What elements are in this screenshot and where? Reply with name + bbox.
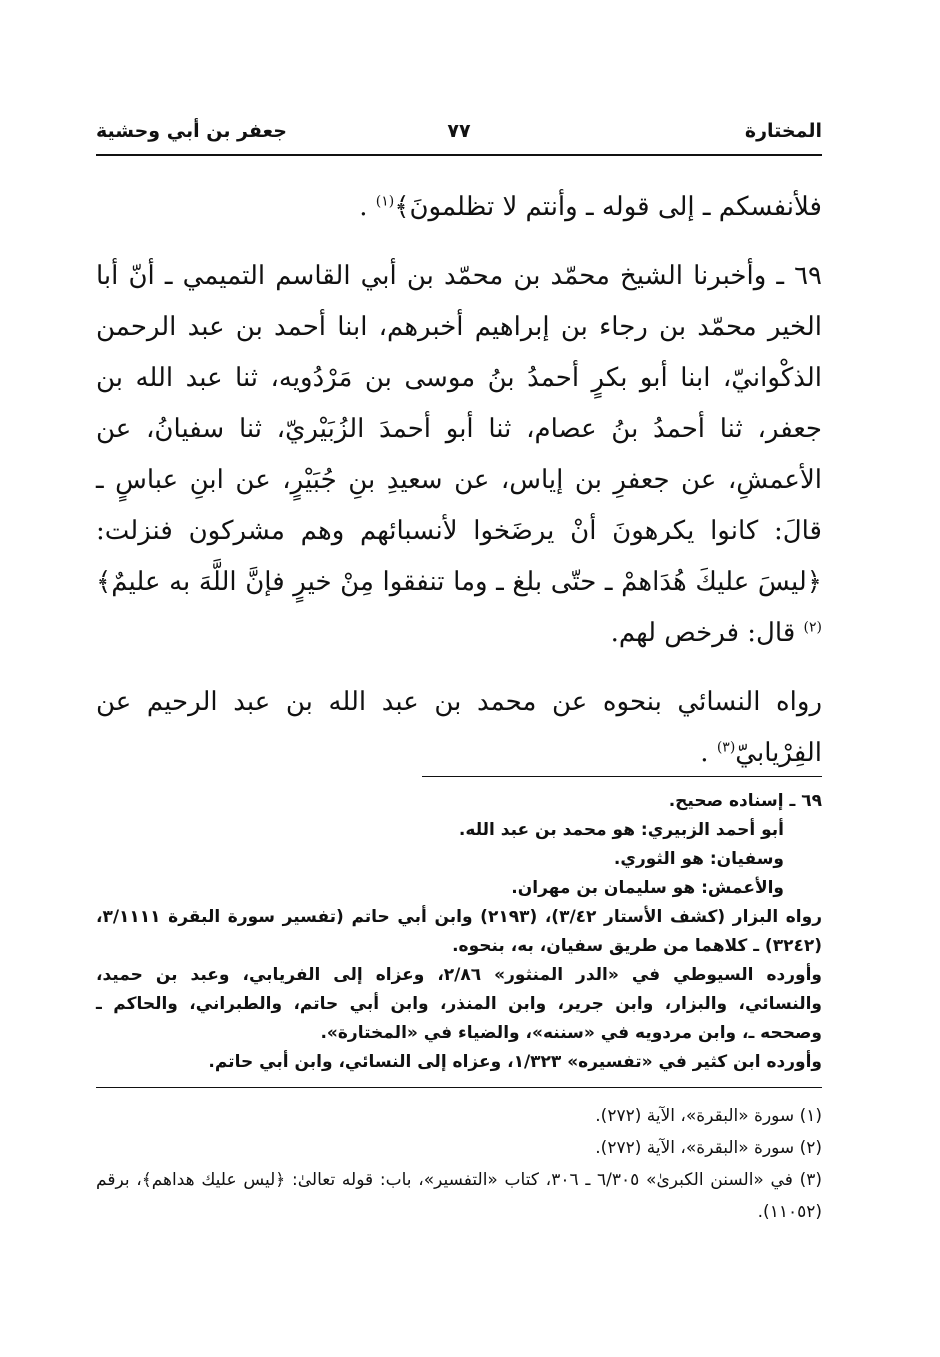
page-number: ٧٧ bbox=[447, 120, 471, 142]
paragraph-nasai: رواه النسائي بنحوه عن محمد بن عبد الله بن عبد الرحيم عن الفِرْيابيّ$^{(٣)}$ . bbox=[96, 687, 822, 768]
commentary-section bbox=[96, 776, 822, 1228]
footnotes bbox=[96, 1100, 822, 1228]
note-sufyan: وسفيان: هو الثوري. bbox=[613, 849, 784, 869]
footnotes-divider bbox=[96, 1087, 822, 1088]
note-bazzar: رواه البزار (كشف الأستار ٣/٤٢)، (٢١٩٣) وابن أبي حاتم (تفسير سورة البقرة ٣/١١١١، (٣٢٤٢) ـ كلاهما من طريق سفيان، به، بنحوه. bbox=[96, 907, 822, 956]
paragraph-hadith-69: ٦٩ ـ وأخبرنا الشيخ محمّد بن محمّد بن أبي القاسم التميمي ـ أنّ أبا الخير محمّد بن رجاء بن إبراهيم أخبرهم، ابنا أحمد بن عبد الرحمن الذكْوانيّ، ابنا أبو بكرٍ أحمدُ بنُ موسى بن مَرْدُويه، ثنا عبد الله بن جعفر، ثنا أحمدُ بنُ عصام، ثنا أبو أحمدَ الزُبَيْريّ، ثنا سفيانُ، عن الأعمشِ، عن جعفرِ بن إياس، عن سعيدِ بنِ جُبَيْرٍ، عن ابنِ عباسٍ ـ قالَ: كانوا يكرهونَ أنْ يرضَخوا لأنسبائهم وهم مشركون فنزلت: ﴿ليسَ عليكَ هُدَاهمْ ـ حتّى بلغ ـ وما تنفقوا مِنْ خيرٍ فإنَّ اللَّهَ به عليمٌ﴾$^{(٢)}$ قال: فرخص لهم. bbox=[96, 261, 822, 648]
header-chapter-title: جعفر بن أبي وحشية bbox=[96, 120, 287, 142]
header-book-title: المختارة bbox=[744, 120, 822, 142]
footnote-ref-3: (٣) bbox=[716, 739, 736, 756]
running-header bbox=[96, 118, 822, 156]
commentary-notes bbox=[96, 787, 822, 1077]
note-suyuti: وأورده السيوطي في «الدر المنثور» ٢/٨٦، وعزاه إلى الفريابي، وعبد بن حميد، والنسائي، والبزار، وابن جرير، وابن المنذر، وابن أبي حاتم، والطبراني، والحاكم ـ وصححه ـ، وابن مردويه في «سننه»، والضياء في «المختارة». bbox=[96, 965, 822, 1043]
note-isnad: ٦٩ ـ إسناده صحيح. bbox=[668, 791, 822, 811]
main-text bbox=[96, 182, 822, 779]
footnote-ref-2: (٢) bbox=[803, 619, 822, 636]
footnote-3: (٣) في «السنن الكبرىٰ» ٦/٣٠٥ ـ ٣٠٦، كتاب «التفسير»، باب: قوله تعالىٰ: ﴿ليس عليك هداهم﴾، برقم (١١٠٥٢). bbox=[96, 1170, 822, 1222]
footnote-ref-1: (١) bbox=[375, 193, 395, 210]
footnote-2: (٢) سورة «البقرة»، الآية (٢٧٢). bbox=[595, 1138, 822, 1158]
paragraph-verse-end: فلأنفسكم ـ إلى قوله ـ وأنتم لا تظلمونَ﴾$^{(١)}$ . bbox=[359, 192, 822, 222]
notes-divider bbox=[422, 776, 822, 777]
footnote-1: (١) سورة «البقرة»، الآية (٢٧٢). bbox=[595, 1106, 822, 1126]
note-zubayri: أبو أحمد الزبيري: هو محمد بن عبد الله. bbox=[458, 820, 784, 840]
note-ibn-kathir: وأورده ابن كثير في «تفسيره» ١/٣٢٣، وعزاه إلى النسائي، وابن أبي حاتم. bbox=[208, 1052, 822, 1072]
note-amash: والأعمش: هو سليمان بن مهران. bbox=[511, 878, 784, 898]
